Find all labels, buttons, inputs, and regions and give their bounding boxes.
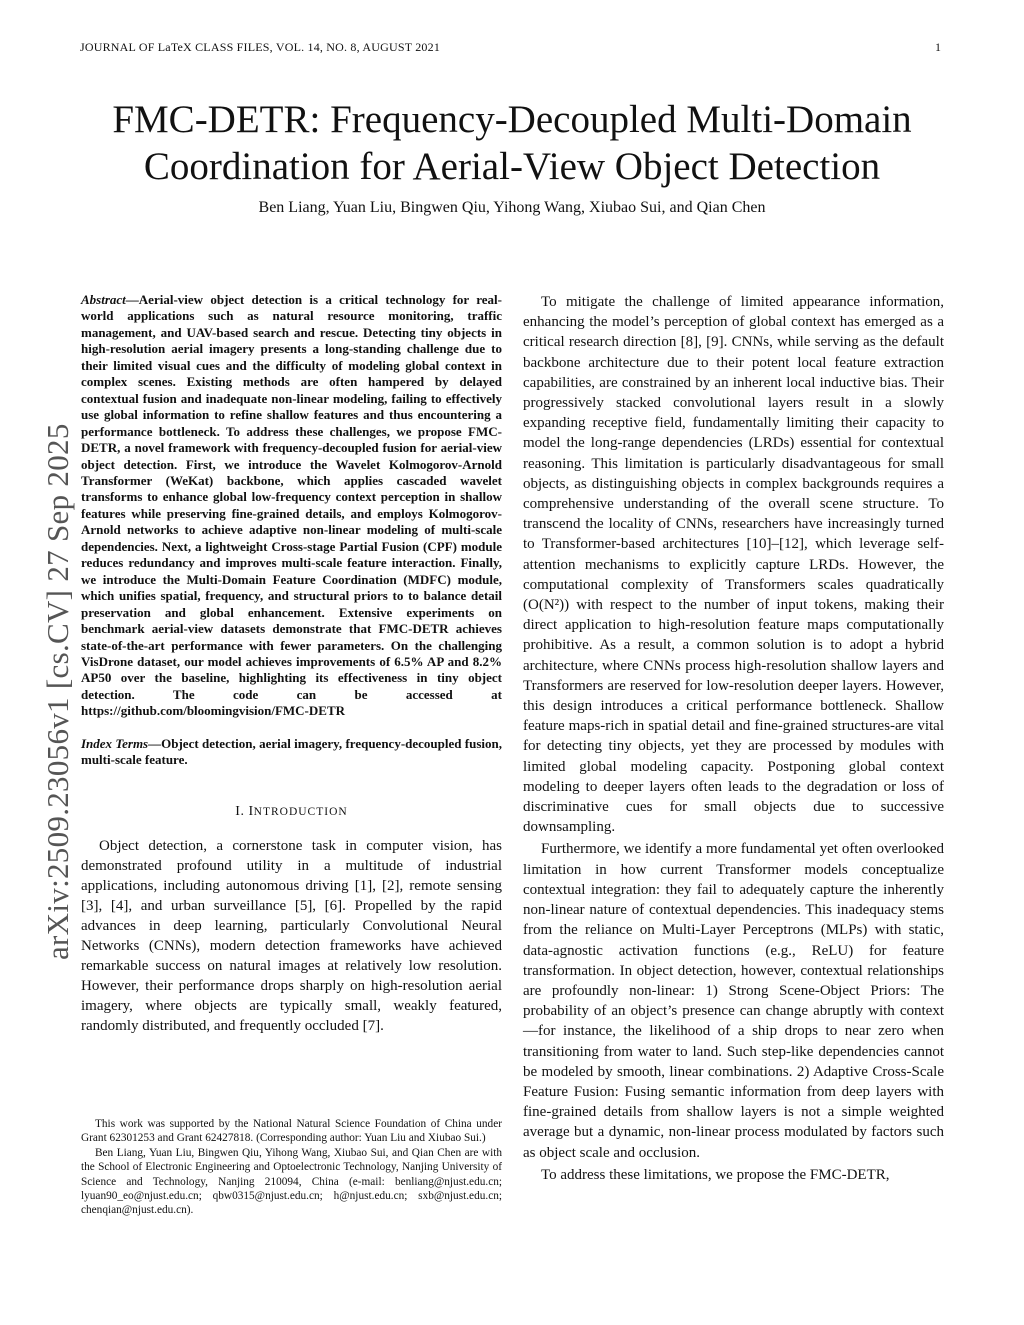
abstract-label: Abstract bbox=[81, 292, 126, 307]
index-terms-label: Index Terms bbox=[81, 735, 149, 751]
footnotes bbox=[81, 1117, 502, 1218]
page-number: 1 bbox=[935, 40, 941, 54]
body-paragraph: To mitigate the challenge of limited appearance information, enhancing the model’s perception of global context has emerged as a critical research direction [8], [9]. CNNs, while serving as the default backbone architecture due to their potent local feature extraction capabilities, are constrained by an inherent local inductive bias. Their progressively stacked convolutional layers result in a slowly expanding receptive field, fundamentally limiting their capacity to model the long-range dependencies (LRDs) essential for contextual reasoning. This limitation is particularly disadvantageous for small objects, as distinguishing objects in complex backgrounds requires a comprehensive understanding of the overall scene structure. To transcend the locality of CNNs, researchers have increasingly turned to Transformer-based architectures [10]–[12], which leverage self-attention mechanisms to explicitly capture LRDs. However, the computational complexity of Transformers scales quadratically (O(N²)) with respect to the number of input tokens, making their direct application to high-resolution feature maps computationally prohibitive. As a result, a common solution is to adopt a hybrid architecture, where CNNs process high-resolution shallow layers and Transformers are reserved for low-resolution deeper layers. However, this design introduces a critical performance bottleneck. Shallow feature maps-rich in spatial detail and fine-grained structures-are vital for detecting tiny objects, yet they are processed by modules with limited global modeling capacity. Postponing global context modeling to deeper layers often leads to the degradation or loss of discriminative cues for small objects due to successive downsampling. bbox=[523, 294, 944, 836]
funding-footnote: This work was supported by the National Natural Science Foundation of China under Grant 62301253 and Grant 62427818. (Corresponding author: Yuan Liu and Xiubao Sui.) bbox=[81, 1118, 502, 1145]
abstract bbox=[81, 292, 502, 720]
title-line-2: Coordination for Aerial-View Object Detection bbox=[143, 145, 881, 188]
abstract-text: —Aerial-view object detection is a critical technology for real-world applications such as natural resource monitoring, traffic management, and UAV-based search and rescue. Detecting tiny objects in high-resolution aerial imagery presents a long-standing challenge due to their limited visual cues and the difficulty of modeling global context in complex scenes. Existing methods are often hampered by delayed contextual fusion and inadequate non-linear modeling, failing to effectively use global information to refine shallow features and thus encountering a performance bottleneck. To address these challenges, we propose FMC-DETR, a novel framework with frequency-decoupled fusion for aerial-view object detection. First, we introduce the Wavelet Kolmogorov-Arnold Transformer (WeKat) backbone, which applies cascaded wavelet transforms to enhance global low-frequency context perception in shallow features while preserving fine-grained details, and employs Kolmogorov-Arnold networks to achieve adaptive non-linear modeling of multi-scale dependencies. Next, a lightweight Cross-stage Partial Fusion (CPF) module reduces redundancy and improves multi-scale feature interaction. Finally, we introduce the Multi-Domain Feature Coordination (MDFC) module, which unifies spatial, frequency, and structural priors to to balance detail preservation and global enhancement. Extensive experiments on benchmark aerial-view datasets demonstrate that FMC-DETR achieves state-of-the-art performance with fewer parameters. On the challenging VisDrone dataset, our model achieves improvements of 6.5% AP and 8.2% AP50 over the baseline, highlighting its effectiveness in tiny object detection. The code can be accessed at https://github.com/bloomingvision/FMC-DETR bbox=[81, 292, 502, 719]
title-line-1: FMC-DETR: Frequency-Decoupled Multi-Domain bbox=[112, 98, 912, 141]
paper-title bbox=[60, 96, 964, 190]
left-column bbox=[81, 292, 502, 1036]
body-paragraph: Furthermore, we identify a more fundamental yet often overlooked limitation in how current Transformer models conceptualize contextual integration: they fail to adequately capture the inherently non-linear nature of contextual dependencies. This inadequacy stems from the reliance on Multi-Layer Perceptrons (MLPs) with static, data-agnostic activation functions (e.g., ReLU) for feature transformation. In object detection, however, contextual relationships are profoundly non-linear: 1) Strong Scene-Object Priors: The probability of an object’s presence can change abruptly with context—for instance, the likelihood of a ship drops to near zero when transitioning from water to land. Such step-like dependencies cannot be modeled by smooth, linear combinations. 2) Adaptive Cross-Scale Feature Fusion: Fusing semantic information from deep layers with fine-grained details from shallow layers is not a simple weighted average but a dynamic, non-linear process modulated by factors such as object scale and occlusion. bbox=[523, 841, 944, 1161]
section-heading-introduction: I. INTRODUCTION bbox=[235, 803, 348, 819]
body-paragraph: To address these limitations, we propose the FMC-DETR, bbox=[541, 1166, 890, 1183]
running-header: JOURNAL OF LaTeX CLASS FILES, VOL. 14, NO. 8, AUGUST 2021 bbox=[80, 40, 441, 54]
affiliation-footnote: Ben Liang, Yuan Liu, Bingwen Qiu, Yihong Wang, Xiubao Sui, and Qian Chen are with the School of Electronic Engineering and Optoelectronic Technology, Nanjing University of Science and Technology, Nanjing 210094, China (e-mail: benliang@njust.edu.cn; lyuan90_eo@njust.edu.cn; qbw0315@njust.edu.cn; h@njust.edu.cn; sxb@njust.edu.cn; chenqian@njust.edu.cn). bbox=[81, 1146, 502, 1217]
author-list: Ben Liang, Yuan Liu, Bingwen Qiu, Yihong Wang, Xiubao Sui, and Qian Chen bbox=[258, 199, 766, 216]
intro-paragraph: Object detection, a cornerstone task in computer vision, has demonstrated profound utility in a multitude of industrial applications, including autonomous driving [1], [2], remote sensing [3], [4], and urban surveillance [5], [6]. Propelled by the rapid advances in deep learning, particularly Convolutional Neural Networks (CNNs), modern detection frameworks have achieved remarkable success on natural images at relatively low resolution. However, their performance drops sharply on high-resolution aerial imagery, where objects are typically small, weakly featured, randomly distributed, and frequently occluded [7]. bbox=[81, 837, 502, 1034]
index-terms-text: —Object detection, aerial imagery, frequency-decoupled fusion, multi-scale feature. bbox=[81, 735, 503, 768]
index-terms bbox=[81, 736, 502, 769]
right-column bbox=[523, 292, 944, 1185]
arxiv-stamp: arXiv:2509.23056v1 [cs.CV] 27 Sep 2025 bbox=[40, 423, 75, 960]
